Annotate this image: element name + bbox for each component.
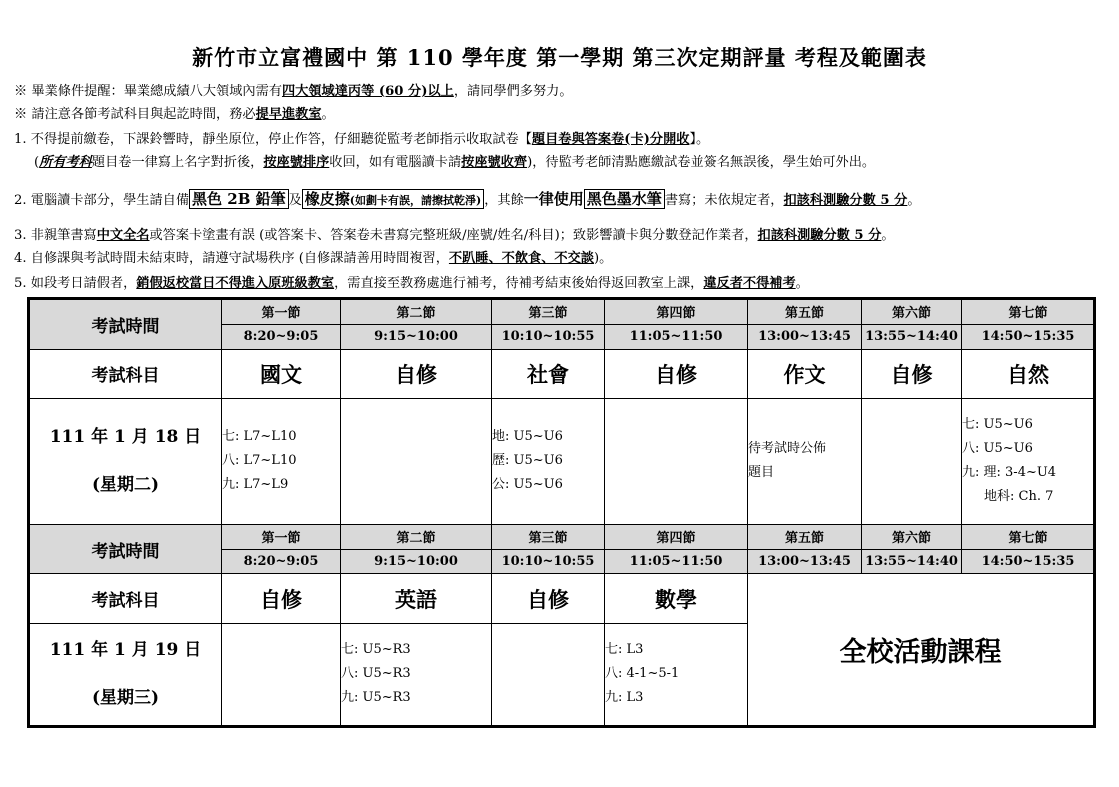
day1-subject-4: 自修 bbox=[605, 349, 748, 399]
time-2: 9:15~10:00 bbox=[341, 549, 492, 574]
school-activity: 全校活動課程 bbox=[748, 574, 1095, 727]
note-graduation: ※ 畢業條件提醒：畢業總成績八大領域內需有四大領域達丙等 (60 分)以上，請同學們多努力。 bbox=[14, 84, 573, 99]
day2-subject-1: 自修 bbox=[222, 574, 341, 624]
day1-subject-5: 作文 bbox=[748, 349, 862, 399]
day1-date-cell bbox=[29, 399, 222, 525]
day2-scope-3 bbox=[492, 623, 605, 726]
time-6: 13:55~14:40 bbox=[862, 549, 962, 574]
day1-scope-7: 七: U5~U6 八: U5~U6 九: 理: 3-4~U4 地科: Ch. 7 bbox=[962, 399, 1095, 525]
day2-subject-row bbox=[29, 574, 1095, 624]
time-1: 8:20~9:05 bbox=[222, 324, 341, 349]
period-3: 第三節 bbox=[492, 299, 605, 325]
day1-scope-6 bbox=[862, 399, 962, 525]
period-1: 第一節 bbox=[222, 524, 341, 549]
rule-1: 1. 不得提前繳卷，下課鈴響時，靜坐原位，停止作答，仔細聽從監考老師指示收取試卷【題目卷與答案卷(卡)分開收】。 bbox=[14, 132, 710, 147]
time-2: 9:15~10:00 bbox=[341, 324, 492, 349]
day2-scope-2: 七: U5~R3 八: U5~R3 九: U5~R3 bbox=[341, 623, 492, 726]
day1-scope-3: 地: U5~U6 歷: U5~U6 公: U5~U6 bbox=[492, 399, 605, 525]
time-1: 8:20~9:05 bbox=[222, 549, 341, 574]
day1-weekday: (星期二) bbox=[91, 475, 160, 496]
period-3: 第三節 bbox=[492, 524, 605, 549]
day1-scope-5: 待考試時公佈 題目 bbox=[748, 399, 862, 525]
day1-subject-1: 國文 bbox=[222, 349, 341, 399]
period-7: 第七節 bbox=[962, 524, 1095, 549]
period-1: 第一節 bbox=[222, 299, 341, 325]
note-arrival: ※ 請注意各節考試科目與起訖時間，務必提早進教室。 bbox=[14, 107, 335, 122]
day1-subject-2: 自修 bbox=[341, 349, 492, 399]
period-5: 第五節 bbox=[748, 524, 862, 549]
day1-period-row bbox=[29, 299, 1095, 325]
rule-1-detail: (所有考科題目卷一律寫上名字對折後，按座號排序收回，如有電腦讀卡請按座號收齊)，待監考老師清點應繳試卷並簽名無誤後，學生始可外出。 bbox=[34, 155, 876, 170]
rule-5: 5. 如段考日請假者，銷假返校當日不得進入原班級教室，需直接至教務處進行補考，待補考結束後始得返回教室上課，違反者不得補考。 bbox=[14, 276, 809, 291]
day1-scope-1: 七: L7~L10 八: L7~L10 九: L7~L9 bbox=[222, 399, 341, 525]
day1-scope-row bbox=[29, 399, 1095, 525]
day2-scope-1 bbox=[222, 623, 341, 726]
time-7: 14:50~15:35 bbox=[962, 549, 1095, 574]
period-2: 第二節 bbox=[341, 299, 492, 325]
exam-schedule-table bbox=[27, 297, 1096, 728]
period-6: 第六節 bbox=[862, 299, 962, 325]
day2-subject-3: 自修 bbox=[492, 574, 605, 624]
time-4: 11:05~11:50 bbox=[605, 324, 748, 349]
day2-subject-2: 英語 bbox=[341, 574, 492, 624]
period-2: 第二節 bbox=[341, 524, 492, 549]
period-4: 第四節 bbox=[605, 299, 748, 325]
day1-scope-2 bbox=[341, 399, 492, 525]
time-6: 13:55~14:40 bbox=[862, 324, 962, 349]
period-6: 第六節 bbox=[862, 524, 962, 549]
period-5: 第五節 bbox=[748, 299, 862, 325]
day1-subject-6: 自修 bbox=[862, 349, 962, 399]
rule-2: 2. 電腦讀卡部分，學生請自備 黑色 2B 鉛筆 及 橡皮擦(如劃卡有誤，請擦拭乾淨) ，其餘一律使用 黑色墨水筆 書寫；未依規定者，扣該科測驗分數 5 分。 bbox=[14, 190, 921, 208]
rule-3: 3. 非親筆書寫中文全名或答案卡塗畫有誤 (或答案卡、答案卷未書寫完整班級/座號/姓名/科目)；致影響讀卡與分數登記作業者，扣該科測驗分數 5 分。 bbox=[14, 228, 895, 243]
time-7: 14:50~15:35 bbox=[962, 324, 1095, 349]
time-label: 考試時間 bbox=[29, 299, 222, 350]
day1-subject-row bbox=[29, 349, 1095, 399]
period-7: 第七節 bbox=[962, 299, 1095, 325]
day2-weekday: (星期三) bbox=[91, 688, 160, 709]
page-title: 新竹市立富禮國中 第 110 學年度 第一學期 第三次定期評量 考程及範圍表 bbox=[192, 45, 927, 70]
day2-period-row bbox=[29, 524, 1095, 549]
day2-scope-4: 七: L3 八: 4-1~5-1 九: L3 bbox=[605, 623, 748, 726]
subject-label-2: 考試科目 bbox=[29, 574, 222, 624]
day2-date: 111 年 1 月 19 日 bbox=[49, 640, 202, 661]
subject-label: 考試科目 bbox=[29, 349, 222, 399]
day2-subject-4: 數學 bbox=[605, 574, 748, 624]
day1-subject-7: 自然 bbox=[962, 349, 1095, 399]
period-4: 第四節 bbox=[605, 524, 748, 549]
time-label-2: 考試時間 bbox=[29, 524, 222, 574]
time-3: 10:10~10:55 bbox=[492, 549, 605, 574]
day1-subject-3: 社會 bbox=[492, 349, 605, 399]
time-3: 10:10~10:55 bbox=[492, 324, 605, 349]
rule-4: 4. 自修課與考試時間未結束時，請遵守試場秩序 (自修課請善用時間複習，不趴睡、不飲食、不交談)。 bbox=[14, 251, 613, 266]
day1-date: 111 年 1 月 18 日 bbox=[49, 427, 202, 448]
time-5: 13:00~13:45 bbox=[748, 324, 862, 349]
time-4: 11:05~11:50 bbox=[605, 549, 748, 574]
day1-scope-4 bbox=[605, 399, 748, 525]
day2-date-cell bbox=[29, 623, 222, 726]
time-5: 13:00~13:45 bbox=[748, 549, 862, 574]
